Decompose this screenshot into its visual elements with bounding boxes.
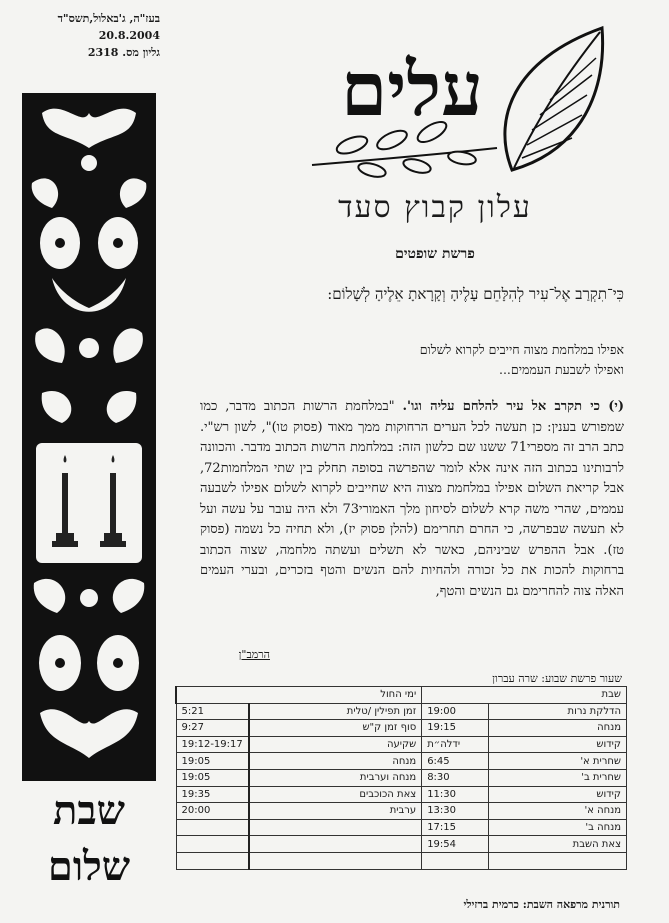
weekday-label: זמן תפילין /טלית bbox=[249, 703, 422, 720]
shalom-word: שלום bbox=[47, 843, 131, 890]
torah-verse: כִּי־תִקְרַב אֶל־עִיר לְהִלָּחֵם עָלֶיהָ וְקָרָאתָ אֵלֶיהָ לְשָׁלוֹם: bbox=[327, 285, 624, 303]
weekday-heading: ימי החול bbox=[176, 687, 422, 704]
intro-line-1: אפילו במלחמת מצוה חייבים לקרוא לשלום bbox=[419, 342, 624, 357]
weekday-empty-cell bbox=[249, 819, 422, 836]
intro-line-2: ואפילו לשבעת העממים... bbox=[498, 362, 624, 377]
weekday-label: צאת הכוכבים bbox=[249, 786, 422, 803]
table-row bbox=[176, 819, 627, 836]
weekday-label: ערבית bbox=[249, 803, 422, 820]
logo-title: עלים bbox=[340, 47, 484, 133]
logo-graphic bbox=[282, 20, 612, 190]
table-row bbox=[176, 720, 627, 737]
table-row bbox=[176, 803, 627, 820]
weekly-lesson-line: שעור פרשת שבוע: שרה עברון bbox=[492, 672, 622, 685]
parasha-title: פרשת שופטים bbox=[395, 246, 475, 262]
ornament-graphic bbox=[22, 93, 156, 781]
shabbat-word: שבת bbox=[53, 787, 125, 834]
gregorian-date: 20.8.2004 bbox=[98, 29, 160, 42]
left-decorative-column bbox=[22, 93, 156, 908]
hebrew-date: בעז"ה, ג'באלול,תשס"ד bbox=[57, 12, 160, 25]
table-header-row bbox=[176, 687, 627, 704]
shabbat-label: הדלקת נרות bbox=[489, 703, 627, 720]
issue-info bbox=[42, 10, 160, 61]
empty-cell bbox=[176, 852, 249, 869]
ornamental-border bbox=[22, 93, 156, 781]
shabbat-label: שחרית ב' bbox=[489, 769, 627, 786]
newsletter-subtitle: עלון קבוץ סעד bbox=[338, 190, 532, 225]
weekday-label: מנחה וערבית bbox=[249, 769, 422, 786]
shabbat-time: 11:30 bbox=[422, 786, 489, 803]
issue-number: גליון מס. 2318 bbox=[87, 46, 160, 59]
shabbat-label: שחרית א' bbox=[489, 753, 627, 770]
article-lead: (י) כי תקרב אל עיר להלחם עליה וגו'. bbox=[402, 399, 624, 414]
empty-cell bbox=[249, 852, 422, 869]
empty-cell bbox=[422, 852, 489, 869]
article-intro bbox=[200, 340, 624, 380]
article-body bbox=[200, 397, 624, 602]
shabbat-time: 8:30 bbox=[422, 769, 489, 786]
weekday-empty-cell bbox=[176, 819, 249, 836]
table-row bbox=[176, 703, 627, 720]
shabbat-label: קידוש bbox=[489, 786, 627, 803]
shabbat-time: 19:54 bbox=[422, 836, 489, 853]
shabbat-shalom-title bbox=[22, 783, 156, 895]
weekday-label: שקיעה bbox=[249, 736, 422, 753]
weekday-label: סוף זמן ק"ש bbox=[249, 720, 422, 737]
weekday-time: 19:05 bbox=[176, 753, 249, 770]
weekday-time: 5:21 bbox=[176, 703, 249, 720]
table-row bbox=[176, 753, 627, 770]
shabbat-time: 13:30 bbox=[422, 803, 489, 820]
leaf-icon bbox=[505, 28, 603, 170]
shabbat-label: צאת השבת bbox=[489, 836, 627, 853]
weekday-label: מנחה bbox=[249, 753, 422, 770]
shabbat-time: 6:45 bbox=[422, 753, 489, 770]
article-source: הרמב"ן bbox=[238, 648, 270, 661]
weekday-empty-cell bbox=[176, 836, 249, 853]
weekday-time: 20:00 bbox=[176, 803, 249, 820]
shabbat-label: מנחה bbox=[489, 720, 627, 737]
shabbat-time: 19:00 bbox=[422, 703, 489, 720]
empty-cell bbox=[489, 852, 627, 869]
weekday-time: 9:27 bbox=[176, 720, 249, 737]
shabbat-label: מנחה א' bbox=[489, 803, 627, 820]
weekday-empty-cell bbox=[249, 836, 422, 853]
article-text: "במלחמת הרשות הכתוב מדבר, כמו שמפורש בענין: כן תעשה לכל הערים הרחוקות ממך מאוד (פסוק טו)", לשון רש"י. כתב הרב זה מספרי71 ששנו שם כלשון הזה: במלחמת הרשות הכתוב מדבר. והכוונה לרבותינו בכתוב הזה אינה אלא לומר שהפרשה בסופה תחלק בין שתי המלחמות72, אבל קריאת השלום אפילו במלחמת מצוה היא שחייבים לקרוא לשלום אפילו לשבעה עממים, שהרי משה קרא לשלום לסיחון מלך האמורי73 ולא היה עובר על עשה ועל לא תעשה שבפרשה, כי החרם תחרימם (להלן פסוק יז), ולא תחיה כל נשמה (פסוק טז). אבל ההפרש שביניהם, כאשר לא תשלים ועשתה מלחמה, שצוה הכתוב ברחוקות להכות את כל זכורה ולהחיות להם הנשים והטף בזכרים, ובערי העמים האלה צוה להחרימם גם הנשים והטף, bbox=[200, 399, 624, 599]
table-row bbox=[176, 769, 627, 786]
shabbat-time: 17:15 bbox=[422, 819, 489, 836]
clinic-duty-footer: תורנית מרפאה השבת: כרמית ברזילי bbox=[463, 898, 620, 911]
prayer-times-table bbox=[175, 686, 627, 870]
shabbat-heading: שבת bbox=[422, 687, 627, 704]
weekday-time: 19:35 bbox=[176, 786, 249, 803]
shabbat-label: מנחה ב' bbox=[489, 819, 627, 836]
shabbat-time: ידלה״ת bbox=[422, 736, 489, 753]
table-row bbox=[176, 852, 627, 869]
weekday-time: 19:12-19:17 bbox=[176, 736, 249, 753]
shabbat-label: קידוש bbox=[489, 736, 627, 753]
table-row bbox=[176, 836, 627, 853]
table-row bbox=[176, 786, 627, 803]
table-row bbox=[176, 736, 627, 753]
weekday-time: 19:05 bbox=[176, 769, 249, 786]
shabbat-time: 19:15 bbox=[422, 720, 489, 737]
newsletter-logo bbox=[282, 20, 612, 190]
